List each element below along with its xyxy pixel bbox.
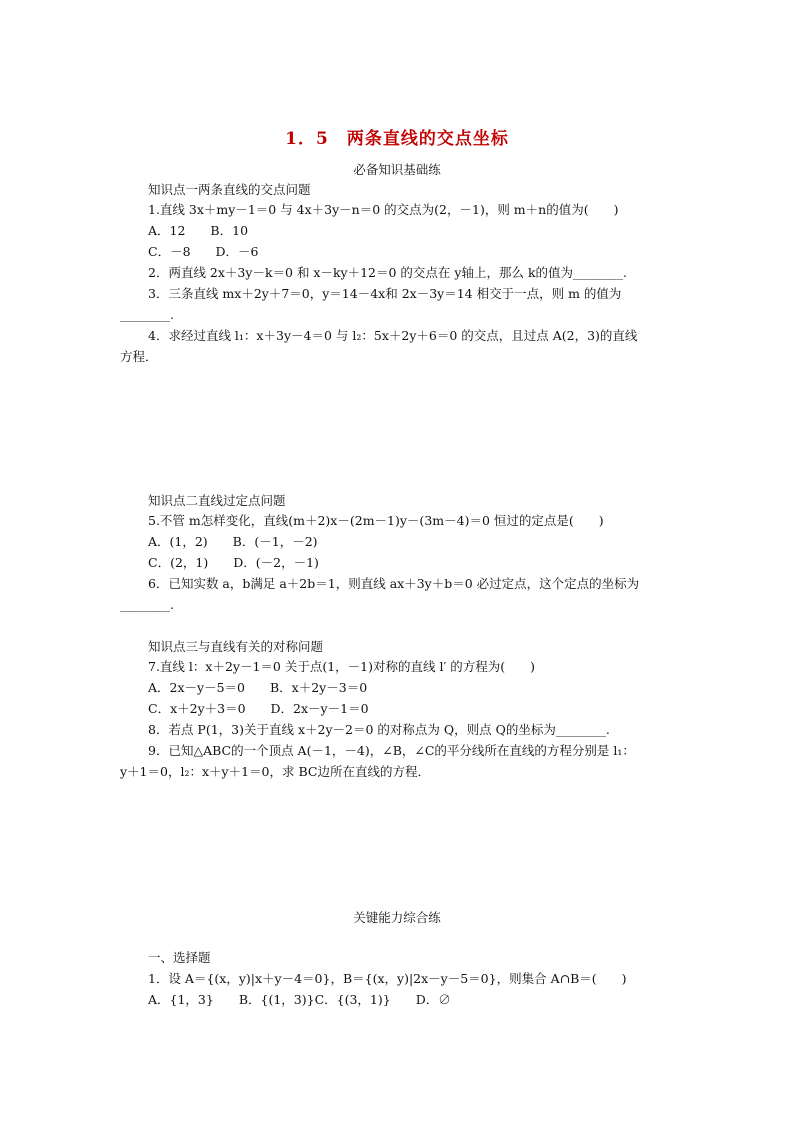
question-8: 8．若点 P(1，3)关于直线 x＋2y－2＝0 的对称点为 Q，则点 Q的坐标为________. bbox=[148, 722, 610, 737]
question-1: 1.直线 3x＋my－1＝0 与 4x＋3y－n＝0 的交点为(2，－1)，则 m＋n的值为( ) bbox=[148, 202, 619, 217]
section-heading-key-ability: 关键能力综合练 bbox=[353, 910, 441, 925]
question-1-options-cd: C．－8 D．－6 bbox=[148, 244, 259, 259]
question-4-line-2: 方程． bbox=[120, 349, 158, 364]
question-2: 2．两直线 2x＋3y－k＝0 和 x－ky＋12＝0 的交点在 y轴上，那么 k的值为________. bbox=[148, 265, 627, 280]
question-4-line-1: 4．求经过直线 l₁：x＋3y－4＝0 与 l₂：5x＋2y＋6＝0 的交点，且过点 A(2，3)的直线 bbox=[148, 328, 638, 343]
knowledge-point-2: 知识点二直线过定点问题 bbox=[148, 493, 286, 508]
section2-question-1: 1．设 A＝{(x，y)|x＋y－4＝0}，B＝{(x，y)|2x－y－5＝0}，则集合 A∩B＝( ) bbox=[148, 971, 627, 986]
page-title: 1．5 两条直线的交点坐标 bbox=[285, 129, 509, 149]
question-3-line-2: ________. bbox=[120, 307, 174, 322]
question-1-options-ab: A．12 B．10 bbox=[148, 223, 249, 238]
question-6-line-1: 6．已知实数 a，b满足 a＋2b＝1，则直线 ax＋3y＋b＝0 必过定点，这个定点的坐标为 bbox=[148, 576, 640, 591]
question-9-line-2: y＋1＝0，l₂：x＋y＋1＝0，求 BC边所在直线的方程． bbox=[120, 764, 430, 779]
question-7: 7.直线 l：x＋2y－1＝0 关于点(1，－1)对称的直线 l′ 的方程为( ) bbox=[148, 659, 536, 674]
question-9-line-1: 9．已知△ABC的一个顶点 A(－1，－4)，∠B，∠C的平分线所在直线的方程分别是 l₁： bbox=[148, 743, 635, 758]
question-6-line-2: ________. bbox=[120, 597, 174, 612]
knowledge-point-3: 知识点三与直线有关的对称问题 bbox=[148, 639, 324, 654]
question-5: 5.不管 m怎样变化，直线(m＋2)x－(2m－1)y－(3m－4)＝0 恒过的定点是( ) bbox=[148, 513, 604, 528]
part-heading-choice: 一、选择题 bbox=[148, 950, 211, 965]
section2-question-1-options: A．{1，3} B．{(1，3)}C．{(3，1)} D．∅ bbox=[148, 992, 451, 1007]
question-3-line-1: 3．三条直线 mx＋2y＋7＝0，y＝14－4x和 2x－3y＝14 相交于一点，则 m 的值为 bbox=[148, 286, 622, 301]
question-7-options-cd: C．x＋2y＋3＝0 D．2x－y－1＝0 bbox=[148, 701, 369, 716]
question-5-options-ab: A．(1，2) B．(－1，－2) bbox=[148, 534, 318, 549]
question-7-options-ab: A．2x－y－5＝0 B．x＋2y－3＝0 bbox=[148, 680, 368, 695]
section-heading-basic: 必备知识基础练 bbox=[353, 162, 441, 177]
knowledge-point-1: 知识点一两条直线的交点问题 bbox=[148, 182, 311, 197]
question-5-options-cd: C．(2，1) D．(－2，－1) bbox=[148, 555, 319, 570]
